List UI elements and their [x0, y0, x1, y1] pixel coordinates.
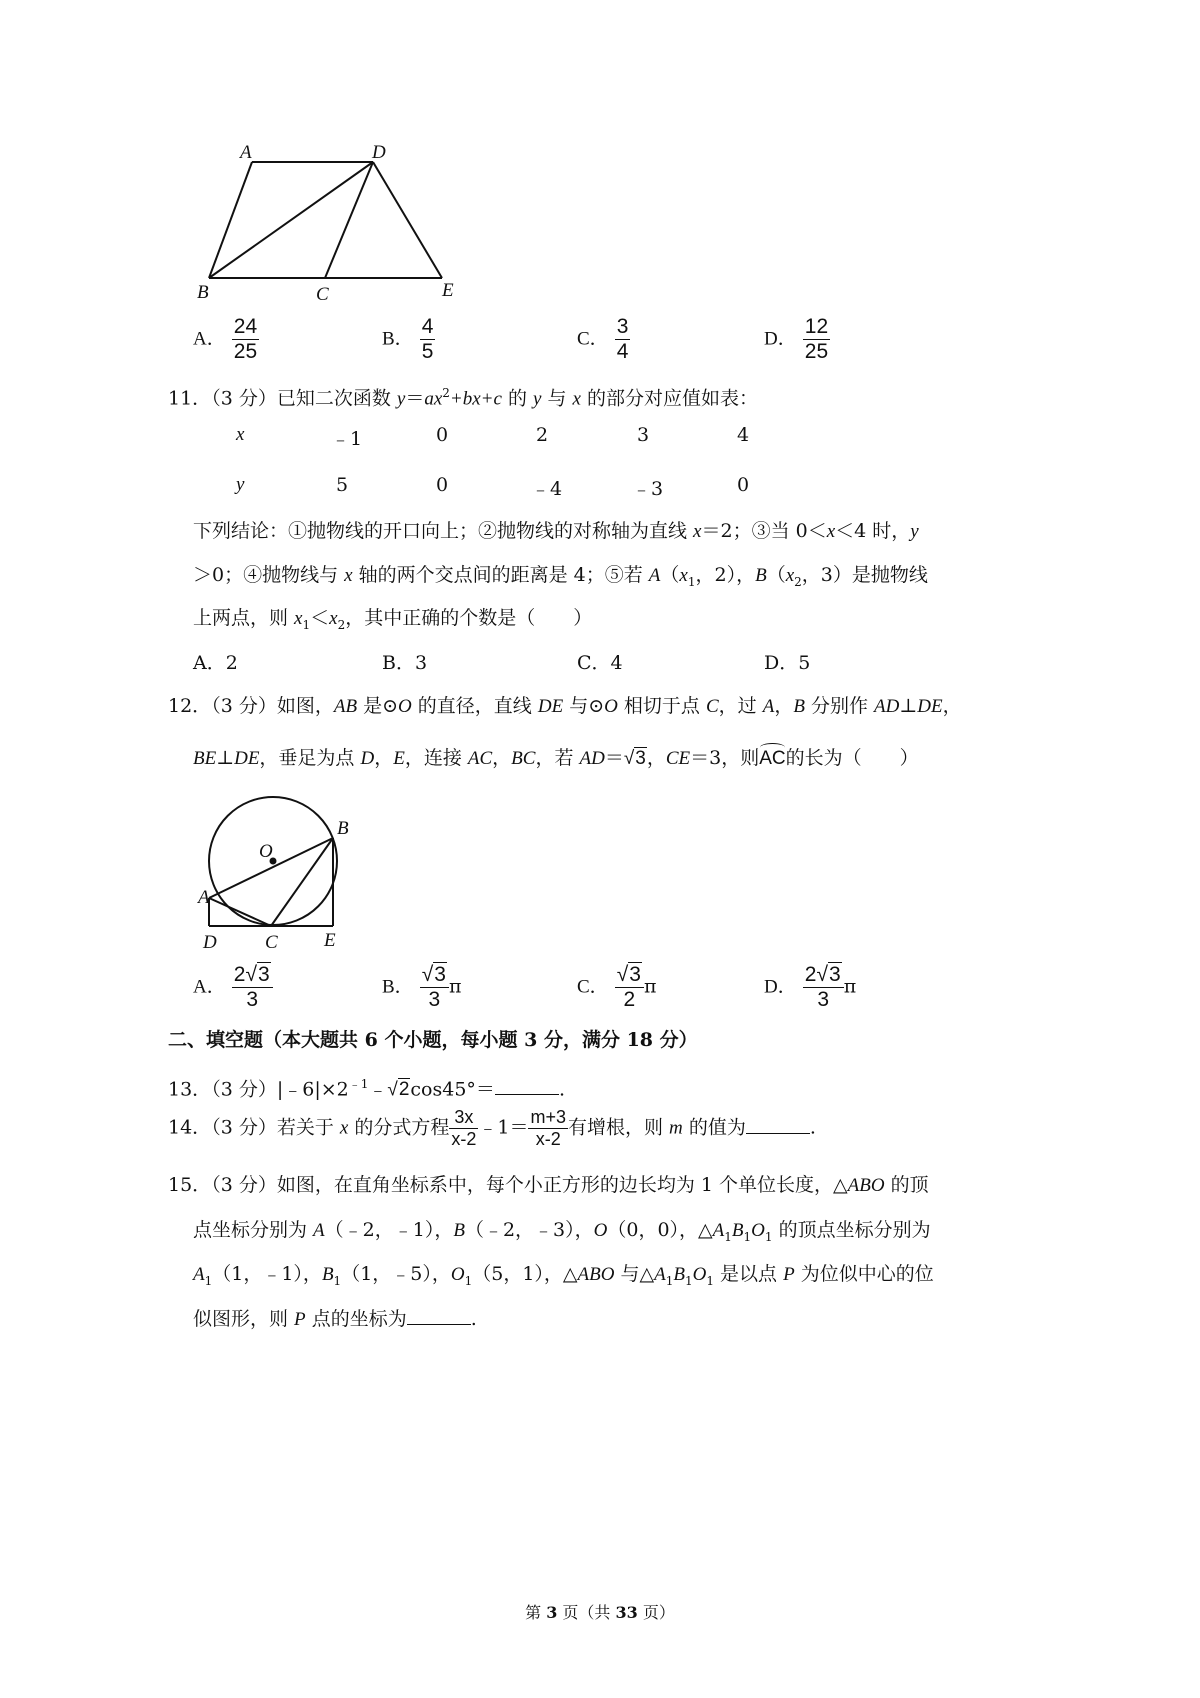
text: 点坐标分别为: [193, 1219, 314, 1241]
text: （1，﹣5），: [341, 1263, 451, 1285]
question-score: （3 分）: [211, 1174, 277, 1196]
circle-tangent-figure: [190, 795, 370, 955]
text: ，垂足为点: [259, 747, 361, 769]
math-sup: ﹣1: [348, 1077, 369, 1091]
denominator: x-2: [451, 1129, 477, 1149]
math-sub: 1: [204, 1273, 213, 1288]
text: 与△: [614, 1263, 655, 1285]
text: 二、填空题（本大题共: [168, 1029, 365, 1051]
text: ＞0；④抛物线与: [193, 564, 345, 586]
pi-symbol: π: [843, 975, 857, 998]
table-y-label: y: [236, 474, 245, 495]
numerator: √3: [615, 963, 644, 988]
q12-option-d: [764, 963, 856, 1012]
q12-stem-line2: [193, 746, 919, 771]
answer-blank[interactable]: [495, 1076, 559, 1095]
option-label: C．: [577, 976, 609, 998]
text: ，其中正确的个数是（ ）: [345, 607, 593, 629]
label-D: D: [372, 142, 386, 163]
math-sub: 1: [464, 1273, 473, 1288]
coefficient: 2: [804, 963, 817, 986]
denominator: 3: [817, 988, 830, 1011]
text: 是以点: [714, 1263, 784, 1285]
text: ，2），: [695, 564, 756, 586]
q12-option-a: [193, 963, 273, 1012]
arc-ac: AC: [759, 748, 786, 769]
math: B: [755, 565, 767, 586]
sqrt-symbol: √: [623, 748, 635, 769]
math: +bx+c: [449, 388, 502, 410]
option-label: B．: [382, 976, 414, 998]
math: AB: [333, 696, 358, 717]
math: AD: [579, 748, 605, 769]
math-sub: 1: [743, 1229, 752, 1244]
text: 似图形，则: [193, 1308, 295, 1330]
page-footer: [0, 1600, 1200, 1623]
table-cell: 0: [737, 474, 750, 496]
text: 是⊙: [357, 695, 399, 717]
math-sub: 1: [333, 1273, 342, 1288]
q12-option-c: [577, 963, 656, 1012]
option-label: A．: [193, 328, 226, 350]
text: 轴的两个交点间的距离是 4；⑤若: [352, 564, 649, 586]
radicand: 3: [635, 748, 646, 769]
text: ，: [942, 695, 962, 717]
text: 3: [524, 1029, 538, 1051]
table-cell: 3: [637, 424, 650, 446]
table-x-label: x: [236, 424, 245, 445]
math: y: [910, 521, 919, 542]
radicand: 3: [258, 963, 270, 986]
q15-stem-line3: [193, 1262, 934, 1293]
text: ，: [374, 747, 394, 769]
radicand: 3: [829, 963, 841, 986]
numerator: 2√3: [232, 963, 273, 988]
text: .: [809, 1116, 816, 1139]
numerator: 3: [616, 315, 629, 338]
text: 的值为: [682, 1116, 746, 1139]
text: 分）: [653, 1029, 698, 1051]
table-cell: ﹣4: [531, 478, 563, 500]
radicand: 3: [629, 963, 641, 986]
question-score: （3 分）: [211, 387, 277, 410]
text: ，连接: [404, 747, 468, 769]
label-D: D: [203, 932, 217, 953]
answer-blank[interactable]: [407, 1306, 471, 1325]
q13-stem: [168, 1072, 565, 1102]
text: 的长为（ ）: [785, 747, 919, 769]
q11-conclusions-line1: [193, 519, 919, 544]
text: 页（共: [557, 1603, 616, 1622]
math: AC: [467, 748, 493, 769]
option-label: D．: [764, 976, 797, 998]
text: 的直径，直线: [411, 695, 538, 717]
text: .: [470, 1308, 477, 1330]
text: ＜4 时，: [835, 520, 911, 542]
question-number: 13．: [168, 1078, 212, 1101]
pi-symbol: π: [448, 975, 462, 998]
math: B: [673, 1264, 685, 1285]
text: （﹣2，﹣1），: [324, 1219, 454, 1241]
answer-blank[interactable]: [746, 1115, 810, 1134]
math: O: [692, 1264, 707, 1285]
table-cell: ﹣3: [632, 478, 664, 500]
math: O: [593, 1220, 608, 1241]
math-sub: 1: [302, 617, 311, 632]
math: DE: [537, 696, 564, 717]
label-B: B: [197, 282, 209, 303]
math-sub: 2: [337, 617, 346, 632]
q10-option-b: [382, 315, 435, 364]
math: x: [826, 521, 836, 542]
table-cell: 5: [336, 474, 349, 496]
denominator: x-2: [535, 1129, 561, 1149]
math: x: [294, 608, 303, 629]
denominator: 3: [246, 988, 259, 1011]
text: 个小题，每小题: [377, 1029, 525, 1051]
label-A: A: [240, 142, 252, 163]
q11-option-b: B．3: [382, 652, 428, 674]
question-number: 11．: [168, 387, 212, 410]
math-sub: 1: [706, 1273, 715, 1288]
math: ABO: [577, 1264, 615, 1285]
math: |﹣6|×2: [276, 1078, 349, 1101]
math: x: [679, 565, 688, 586]
text: （﹣2，﹣3），: [464, 1219, 594, 1241]
math: O: [450, 1264, 465, 1285]
text: 的顶点坐标分别为: [772, 1219, 931, 1241]
numerator: 4: [421, 315, 434, 338]
text: ＝3，则: [690, 747, 760, 769]
q11-stem: [168, 381, 758, 411]
math: DE: [917, 696, 943, 717]
math: m: [669, 1117, 683, 1139]
text: ，过: [718, 695, 763, 717]
label-O: O: [259, 841, 273, 862]
text: ，3）是抛物线: [801, 564, 928, 586]
page-total: 33: [615, 1603, 638, 1622]
q11-conclusions-line2: [193, 563, 928, 594]
sqrt-symbol: √: [387, 1079, 398, 1101]
math: A: [193, 1264, 205, 1285]
math: P: [294, 1309, 306, 1330]
question-score: （3 分）: [211, 1078, 277, 1101]
math: C: [705, 696, 719, 717]
math: A: [654, 1264, 666, 1285]
denominator: 4: [616, 340, 629, 363]
text: 分，满分: [537, 1029, 627, 1051]
math: P: [783, 1264, 795, 1285]
q10-option-a: [193, 315, 259, 364]
text: （1，﹣1），: [212, 1263, 322, 1285]
text: （: [766, 564, 786, 586]
text: ，若: [535, 747, 580, 769]
text: 为位似中心的位: [794, 1263, 934, 1285]
math-sub: 1: [764, 1229, 773, 1244]
option-label: C．: [577, 328, 609, 350]
text: 下列结论：①抛物线的开口向上；②抛物线的对称轴为直线: [193, 520, 694, 542]
text: ﹣1＝: [478, 1116, 529, 1139]
label-E: E: [442, 280, 454, 301]
numerator: 2√3: [803, 963, 844, 988]
q12-stem-line1: [168, 694, 962, 719]
text: 已知二次函数: [276, 387, 397, 410]
q15-stem-line1: [168, 1173, 929, 1198]
math: cos45°: [410, 1078, 476, 1101]
table-cell: 0: [436, 474, 449, 496]
text: ⊥: [216, 747, 235, 769]
math-sub: 1: [685, 1273, 693, 1288]
math: O: [398, 696, 412, 717]
q10-option-c: [577, 315, 630, 364]
math: x: [785, 565, 795, 586]
q11-option-d: D．5: [764, 652, 811, 674]
math: y: [533, 388, 542, 410]
text: 与⊙: [563, 695, 605, 717]
math: A: [762, 696, 775, 717]
math-sub: 2: [794, 574, 802, 589]
math: x: [693, 521, 702, 542]
radicand: 3: [434, 963, 446, 986]
table-cell: ﹣1: [331, 428, 363, 450]
question-number: 15．: [168, 1174, 212, 1196]
math: E: [393, 748, 405, 769]
math: x: [329, 608, 338, 629]
option-label: D．: [764, 328, 797, 350]
text: 的部分对应值如表：: [580, 387, 759, 410]
math: ＝: [475, 1078, 495, 1101]
text: （5，1），△: [472, 1263, 578, 1285]
numerator: 24: [233, 315, 258, 338]
text: 上两点，则: [193, 607, 295, 629]
q10-option-d: [764, 315, 830, 364]
label-C: C: [316, 284, 329, 305]
text: （0，0），△: [607, 1219, 713, 1241]
text: （: [660, 564, 680, 586]
math: A: [313, 1220, 325, 1241]
section-heading: [168, 1028, 698, 1052]
text: 有增根，则: [568, 1116, 670, 1139]
text: ⊥: [899, 695, 918, 717]
math: y: [396, 388, 406, 410]
math-sup: 2: [442, 386, 450, 400]
text: 相切于点: [617, 695, 706, 717]
text: 分别作: [804, 695, 875, 717]
label-C: C: [265, 932, 278, 953]
option-label: B．: [382, 328, 414, 350]
math: B: [793, 696, 805, 717]
text: ，: [492, 747, 512, 769]
question-score: （3 分）: [211, 1116, 277, 1139]
math-sub: 1: [724, 1229, 732, 1244]
math: B: [453, 1220, 465, 1241]
question-number: 12．: [168, 695, 212, 717]
text: 点的坐标为: [305, 1308, 407, 1330]
q15-stem-line4: [193, 1306, 477, 1332]
text: ＜: [310, 607, 330, 629]
math: ﹣: [368, 1078, 388, 1101]
question-score: （3 分）: [211, 695, 277, 717]
math: x: [344, 565, 353, 586]
label-B: B: [337, 818, 349, 839]
math: B: [731, 1220, 744, 1241]
math: B: [321, 1264, 334, 1285]
math: A: [648, 565, 661, 586]
denominator: 2: [623, 988, 636, 1011]
text: 页）: [637, 1603, 675, 1622]
numerator: m+3: [530, 1107, 566, 1127]
math: BC: [511, 748, 536, 769]
text: 18: [626, 1029, 654, 1051]
math: ax: [424, 388, 443, 410]
text: 第: [525, 1603, 547, 1622]
coefficient: 2: [233, 963, 246, 986]
q11-option-c: C．4: [577, 652, 623, 674]
math: D: [360, 748, 375, 769]
table-cell: 0: [436, 424, 449, 446]
text: ，: [774, 695, 794, 717]
label-E: E: [324, 930, 336, 951]
denominator: 5: [421, 340, 434, 363]
q15-stem-line2: [193, 1218, 931, 1249]
text: ＝: [604, 747, 624, 769]
pi-symbol: π: [643, 975, 657, 998]
question-number: 14．: [168, 1116, 212, 1139]
math: ABO: [847, 1175, 885, 1196]
text: 的分式方程: [348, 1116, 450, 1139]
denominator: 3: [428, 988, 441, 1011]
math: O: [604, 696, 618, 717]
text: ，: [646, 747, 666, 769]
table-cell: 4: [737, 424, 750, 446]
text: 6: [364, 1029, 378, 1051]
text: 的: [501, 387, 534, 410]
radicand: 2: [398, 1079, 410, 1101]
text: 如图，: [276, 695, 334, 717]
math: A: [712, 1220, 725, 1241]
math: AD: [874, 696, 900, 717]
math: DE: [234, 748, 260, 769]
text: .: [558, 1078, 565, 1101]
denominator: 25: [233, 340, 258, 363]
numerator: 12: [804, 315, 829, 338]
math-sub: 1: [665, 1273, 674, 1288]
label-A: A: [198, 887, 210, 908]
math: BE: [193, 748, 217, 769]
q11-conclusions-line3: [193, 606, 592, 637]
math-sub: 1: [687, 574, 696, 589]
math: x: [339, 1117, 349, 1139]
text: 的顶: [884, 1174, 929, 1196]
math: ＝: [405, 387, 425, 410]
denominator: 25: [804, 340, 829, 363]
option-label: A．: [193, 976, 226, 998]
q11-option-a: A．2: [193, 652, 238, 674]
numerator: 3x: [449, 1107, 478, 1129]
table-cell: 2: [536, 424, 549, 446]
page-number: 3: [546, 1603, 558, 1622]
text: 与: [541, 387, 573, 410]
math: CE: [665, 748, 691, 769]
numerator: √3: [420, 963, 449, 988]
math: O: [751, 1220, 765, 1241]
math: x: [572, 388, 581, 410]
q14-stem: [168, 1107, 816, 1150]
text: ＝2；③当 0＜: [701, 520, 827, 542]
trapezoid-figure: [190, 140, 480, 330]
q12-option-b: [382, 963, 461, 1012]
text: 若关于: [276, 1116, 340, 1139]
text: 如图，在直角坐标系中，每个小正方形的边长均为 1 个单位长度，△: [276, 1174, 848, 1196]
